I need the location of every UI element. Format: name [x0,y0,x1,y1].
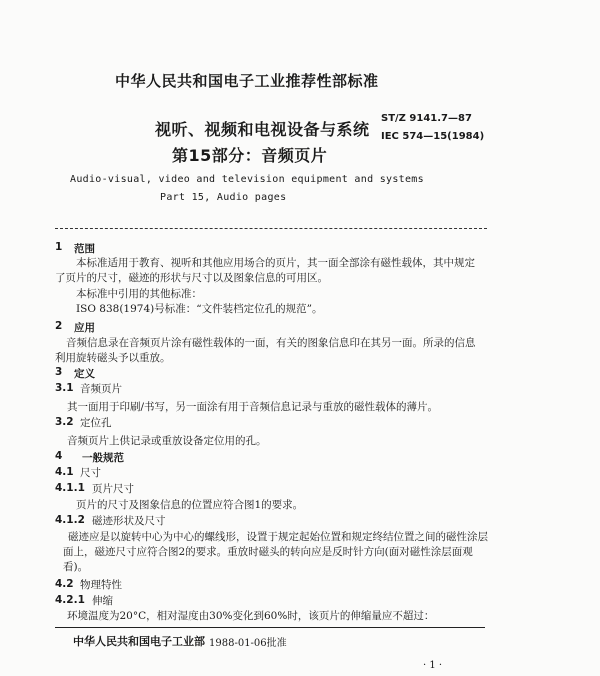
section-3-2-title: 定位孔 [80,417,112,429]
section-4-2-title: 物理特性 [80,579,122,591]
section-4-1-2-title: 磁迹形状及尺寸 [92,515,166,527]
iec-code: IEC 574—15(1984) [381,131,485,142]
document-part-title-cn: 第15部分：音频页片 [172,146,328,165]
issuer: 中华人民共和国电子工业部 [73,635,205,648]
document-category: 中华人民共和国电子工业推荐性部标准 [115,72,379,90]
section-1-references-intro: 本标准中引用的其他标准： [76,288,202,300]
section-4-1-1-paragraph: 页片的尺寸及图象信息的位置应符合图1的要求。 [76,499,304,511]
section-2-title: 应用 [74,322,95,334]
document-title-en: Audio-visual, video and television equipment and systems [70,174,424,185]
section-3-1-title: 音频页片 [80,383,122,395]
section-1-number: 1 [55,241,63,253]
section-2-paragraph: 音频信息录在音频页片涂有磁性载体的一面，有关的图象信息印在其另一面。所录的信息利用旋转磁头予以重放。 [55,337,476,364]
section-3-number: 3 [55,366,63,378]
section-3-title: 定义 [74,368,95,380]
section-4-1-1-title: 页片尺寸 [92,483,134,495]
section-1-paragraph: 本标准适用于教育、视听和其他应用场合的页片，其一面全部涂有磁性载体，其中规定了页片的尺寸，磁迹的形状与尺寸以及图象信息的可用区。 [55,257,475,284]
approval-date: 1988-01-06批准 [209,638,287,649]
standard-code: ST/Z 9141.7—87 [381,113,472,124]
section-4-number: 4 [55,450,63,462]
section-4-1-title: 尺寸 [80,467,101,479]
document-title-cn: 视听、视频和电视设备与系统 [155,120,370,139]
section-3-1-number: 3.1 [55,382,74,394]
section-3-1-paragraph: 其一面用于印刷/书写，另一面涂有用于音频信息记录与重放的磁性载体的薄片。 [67,401,439,413]
section-3-2-paragraph: 音频页片上供记录或重放设备定位用的孔。 [67,435,267,447]
section-1-reference: ISO 838(1974)号标准：“文件装档定位孔的规范”。 [76,303,323,315]
section-4-2-1-paragraph: 环境温度为20°C，相对湿度由30%变化到60%时，该页片的伸缩量应不超过： [67,610,435,622]
section-4-1-2-number: 4.1.2 [55,514,85,526]
section-4-2-1-title: 伸缩 [92,595,113,607]
section-3-2-number: 3.2 [55,416,74,428]
section-4-1-1-number: 4.1.1 [55,482,85,494]
section-4-title: 一般规范 [82,452,124,464]
document-part-title-en: Part 15, Audio pages [160,192,287,203]
section-4-1-2-paragraph: 磁迹应是以旋转中心为中心的螺线形，设置于规定起始位置和规定终结位置之间的磁性涂层面上，磁迹尺寸应符合图2的要求。重放时磁头的转向应是反时针方向(面对磁性涂层面观看)。 [63,531,488,573]
page-number: · 1 · [423,660,443,671]
header-divider [55,228,487,229]
footer-divider [55,627,485,628]
section-1-title: 范围 [74,243,95,255]
section-4-1-number: 4.1 [55,466,74,478]
section-4-2-1-number: 4.2.1 [55,594,85,606]
section-2-number: 2 [55,320,63,332]
section-4-2-number: 4.2 [55,578,74,590]
